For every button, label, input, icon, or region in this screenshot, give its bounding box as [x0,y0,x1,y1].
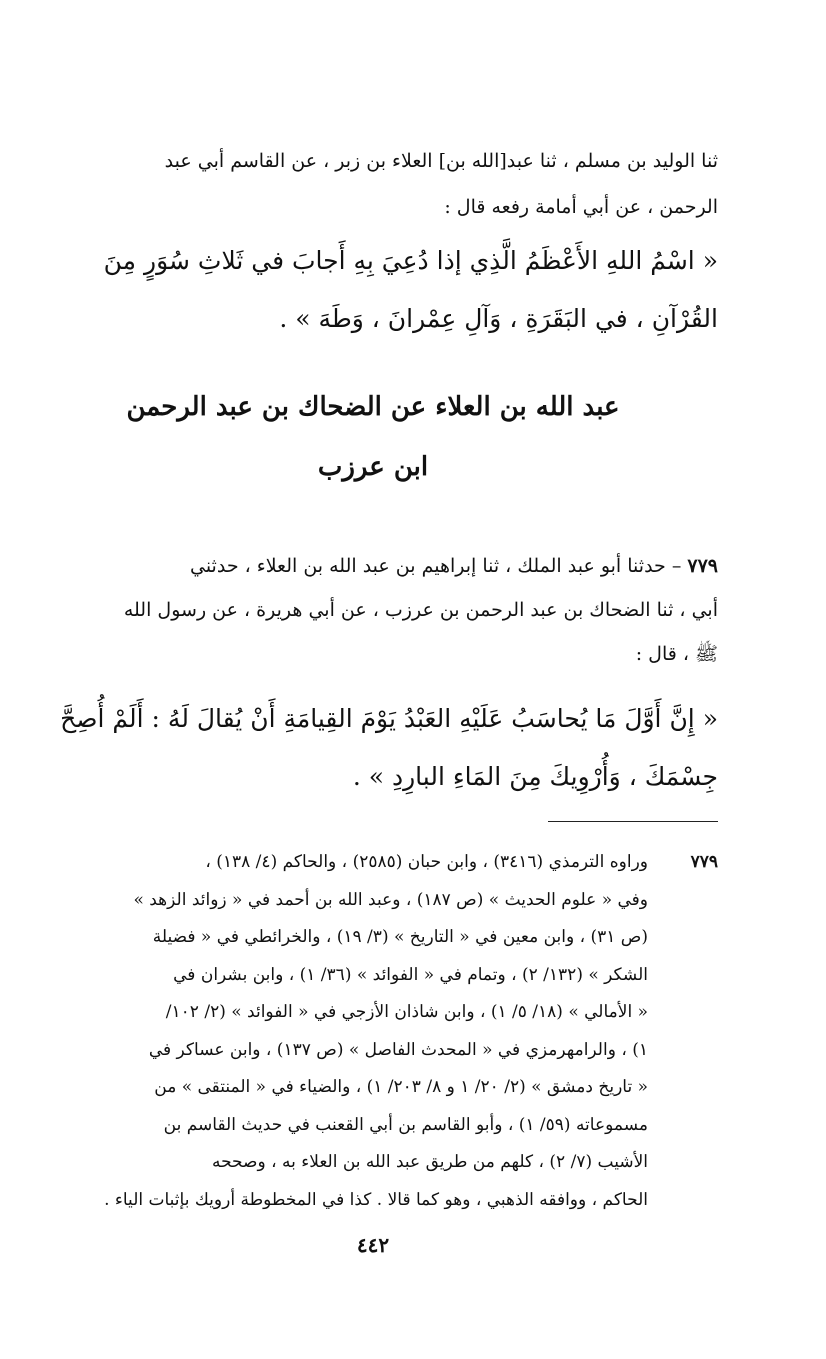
page-number: ٤٤٢ [356,1233,390,1257]
footnote-line: « الأمالي » (١٨/ ٥/ ١) ، وابن شاذان الأزجي في « الفوائد » (٢/ ١٠٢/ [165,1002,648,1022]
footnote-line: « تاريخ دمشق » (٢/ ٢٠/ ١ و ٨/ ٢٠٣/ ١) ، والضياء في « المنتقى » من [154,1077,648,1097]
hadith-text [28,690,718,806]
isnad-paragraph [28,138,718,230]
footnote [28,844,718,1219]
text-line: ثنا الوليد بن مسلم ، ثنا عبد[الله بن] العلاء بن زبر ، عن القاسم أبي عبد [164,150,718,172]
text-line: أبي ، ثنا الضحاك بن عبد الرحمن بن عرزب ، عن أبي هريرة ، عن رسول الله [123,599,718,621]
section-subtitle: ابن عرزب [317,452,429,482]
hadith-number: ٧٧٩ [687,555,718,577]
footnote-line: (ص ٣١) ، وابن معين في « التاريخ » (٣/ ١٩) ، والخرائطي في « فضيلة [152,927,648,947]
text-line: « اسْمُ اللهِ الأَعْظَمُ الَّذِي إذا دُعِيَ بِهِ أَجابَ في ثَلاثِ سُوَرٍ مِنَ [103,246,718,275]
text-line: « إِنَّ أَوَّلَ مَا يُحاسَبُ عَلَيْهِ العَبْدُ يَوْمَ القِيامَةِ أَنْ يُقالَ لَهُ : أَلَمْ أُصِحَّ [60,704,718,733]
text-line [28,544,718,588]
footnote-line: الشكر » (١٣٢/ ٢) ، وتمام في « الفوائد » (٣٦/ ١) ، وابن بشران في [173,964,648,985]
isnad-paragraph [28,544,718,676]
footnote-line: الأشيب (٧/ ٢) ، كلهم من طريق عبد الله بن العلاء به ، وصححه [211,1152,648,1172]
footnote-line: ١) ، والرامهرمزي في « المحدث الفاصل » (ص ١٣٧) ، وابن عساكر في [148,1039,648,1060]
text-line: القُرْآنِ ، في البَقَرَةِ ، وَآلِ عِمْرانَ ، وَطَهَ » . [279,304,718,333]
footnote-line: وراوه الترمذي (٣٤١٦) ، وابن حبان (٢٥٨٥) ، والحاكم (٤/ ١٣٨) ، [205,852,648,872]
footnote-line: مسموعاته (٥٩/ ١) ، وأبو القاسم بن أبي القعنب في حديث القاسم بن [163,1114,648,1135]
footnote-divider [548,821,718,822]
footnote-line: الحاكم ، ووافقه الذهبي ، وهو كما قالا . كذا في المخطوطة أرويك بإثبات الياء . [104,1189,648,1210]
hadith-text [28,232,718,348]
line-text: – حدثنا أبو عبد الملك ، ثنا إبراهيم بن عبد الله بن العلاء ، حدثني [189,555,682,577]
footnote-text [28,844,648,1219]
text-line: جِسْمَكَ ، وَأُرْوِيكَ مِنَ المَاءِ البارِدِ » . [352,762,718,791]
text-line: ﷺ ، قال : [635,643,718,665]
footnote-number: ٧٧٩ [690,852,718,872]
section-title: عبد الله بن العلاء عن الضحاك بن عبد الرحمن [126,392,620,422]
footnote-line: وفي « علوم الحديث » (ص ١٨٧) ، وعبد الله بن أحمد في « زوائد الزهد » [133,889,648,910]
text-line: الرحمن ، عن أبي أمامة رفعه قال : [444,196,718,218]
